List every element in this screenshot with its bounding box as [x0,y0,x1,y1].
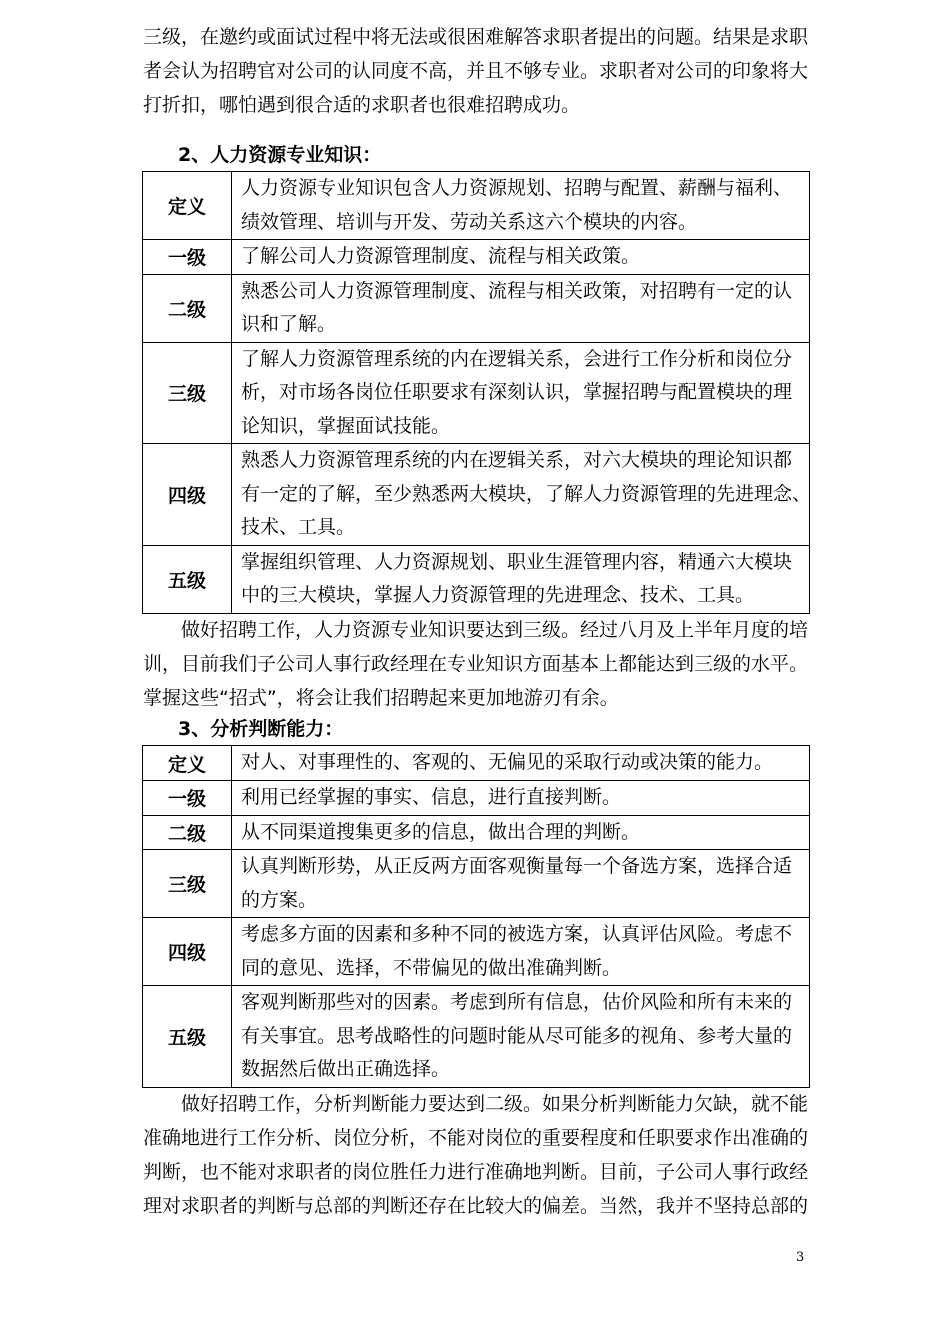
cell-line: 识和了解。 [241,313,337,335]
description-cell [232,746,810,781]
description-cell [232,986,810,1088]
table-row [143,781,810,816]
cell-line: 同的意见、选择，不带偏见的做出准确判断。 [241,956,622,979]
paragraph-line: 打折扣，哪怕遇到很合适的求职者也很难招聘成功。 [143,94,581,116]
table-row [143,342,810,444]
section3-after-paragraph [143,1087,810,1223]
section3-heading: 3、分析判断能力： [178,718,344,740]
description-cell [232,342,810,444]
level-cell: 定义 [143,172,232,240]
table-row [143,444,810,546]
table-row [143,240,810,275]
cell-line: 中的三大模块，掌握人力资源管理的先进理念、技术、工具。 [241,584,755,606]
level-cell: 四级 [143,444,232,546]
table-row [143,986,810,1088]
table-row [143,815,810,850]
level-cell: 四级 [143,918,232,986]
paragraph-line: 做好招聘工作，人力资源专业知识要达到三级。经过八月及上半年月度的培 [143,619,809,641]
cell-line: 对人、对事理性的、客观的、无偏见的采取行动或决策的能力。 [241,751,774,774]
level-cell: 一级 [143,781,232,816]
section2-after-paragraph [143,613,810,715]
cell-line: 人力资源专业知识包含人力资源规划、招聘与配置、薪酬与福利、 [241,177,793,199]
analysis-judgment-table [142,745,810,1088]
cell-line: 利用已经掌握的事实、信息，进行直接判断。 [241,786,622,808]
description-cell [232,444,810,546]
cell-line: 客观判断那些对的因素。考虑到所有信息，估价风险和所有未来的 [241,991,793,1013]
description-cell [232,240,810,275]
cell-line: 从不同渠道搜集更多的信息，做出合理的判断。 [241,820,641,843]
intro-paragraph [143,20,810,122]
cell-line: 有一定的了解，至少熟悉两大模块，了解人力资源管理的先进理念、 [241,482,812,505]
level-cell: 定义 [143,746,232,781]
description-cell [232,918,810,986]
cell-line: 数据然后做出正确选择。 [241,1058,451,1080]
cell-line: 论知识，掌握面试技能。 [241,414,451,437]
description-cell [232,274,810,342]
paragraph-line: 掌握这些“招式”，将会让我们招聘起来更加地游刃有余。 [143,687,619,709]
table-row [143,172,810,240]
level-cell: 五级 [143,545,232,613]
cell-line: 认真判断形势，从正反两方面客观衡量每一个备选方案，选择合适 [241,855,793,877]
table-row [143,918,810,986]
table-row [143,850,810,918]
cell-line: 了解公司人力资源管理制度、流程与相关政策。 [241,245,641,267]
paragraph-line: 训，目前我们子公司人事行政经理在专业知识方面基本上都能达到三级的水平。 [143,653,809,675]
cell-line: 熟悉公司人力资源管理制度、流程与相关政策，对招聘有一定的认 [241,279,793,302]
cell-line: 绩效管理、培训与开发、劳动关系这六个模块的内容。 [241,210,698,233]
level-cell: 三级 [143,342,232,444]
paragraph-line: 理对求职者的判断与总部的判断还存在比较大的偏差。当然，我并不坚持总部的 [143,1195,809,1217]
cell-line: 掌握组织管理、人力资源规划、职业生涯管理内容，精通六大模块 [241,550,793,573]
cell-line: 考虑多方面的因素和多种不同的被选方案，认真评估风险。考虑不 [241,923,793,945]
section2-heading: 2、人力资源专业知识： [178,144,382,166]
paragraph-line: 做好招聘工作，分析判断能力要达到二级。如果分析判断能力欠缺，就不能 [143,1093,809,1115]
paragraph-line: 判断，也不能对求职者的岗位胜任力进行准确地判断。目前，子公司人事行政经 [143,1161,809,1183]
cell-line: 析，对市场各岗位任职要求有深刻认识，掌握招聘与配置模块的理 [241,381,793,403]
level-cell: 二级 [143,815,232,850]
cell-line: 了解人力资源管理系统的内在逻辑关系，会进行工作分析和岗位分 [241,347,793,370]
table-row [143,274,810,342]
level-cell: 一级 [143,240,232,275]
cell-line: 有关事宜。思考战略性的问题时能从尽可能多的视角、参考大量的 [241,1024,793,1047]
description-cell [232,545,810,613]
page-number: 3 [796,1250,805,1265]
cell-line: 的方案。 [241,888,318,911]
level-cell: 五级 [143,986,232,1088]
description-cell [232,815,810,850]
cell-line: 熟悉人力资源管理系统的内在逻辑关系，对六大模块的理论知识都 [241,449,793,471]
level-cell: 三级 [143,850,232,918]
table-row [143,746,810,781]
hr-knowledge-table [142,171,810,614]
table-row [143,545,810,613]
paragraph-line: 三级，在邀约或面试过程中将无法或很困难解答求职者提出的问题。结果是求职 [143,26,809,48]
description-cell [232,781,810,816]
paragraph-line: 者会认为招聘官对公司的认同度不高，并且不够专业。求职者对公司的印象将大 [143,60,809,82]
description-cell [232,850,810,918]
description-cell [232,172,810,240]
level-cell: 二级 [143,274,232,342]
paragraph-line: 准确地进行工作分析、岗位分析，不能对岗位的重要程度和任职要求作出准确的 [143,1127,809,1149]
cell-line: 技术、工具。 [241,516,356,538]
